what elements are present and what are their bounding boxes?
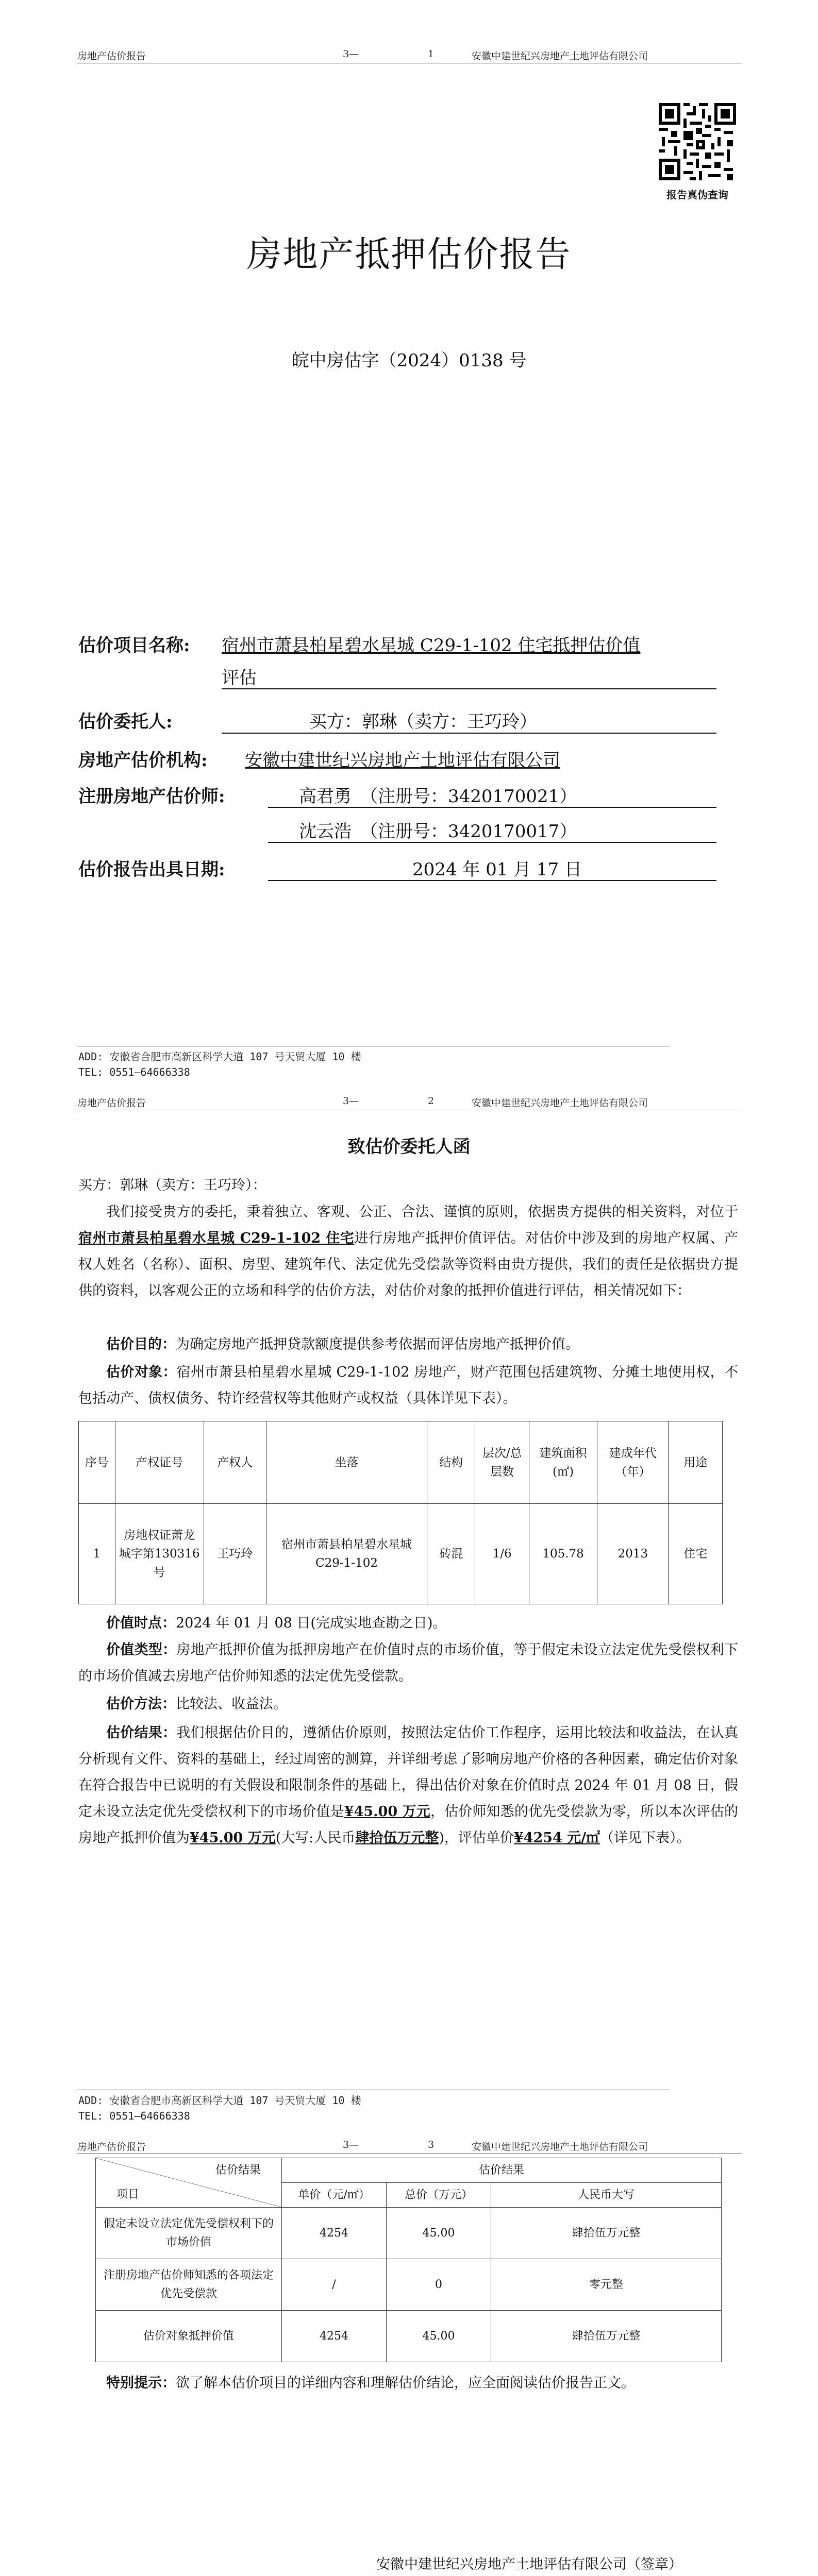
appraiser-1: 高君勇 （注册号：3420170021） bbox=[299, 786, 577, 807]
th-total: 总价（万元） bbox=[387, 2183, 491, 2208]
result-text-3: (大写:人民币 bbox=[275, 1830, 356, 1846]
table-row bbox=[96, 2208, 722, 2259]
cell-area: 105.78 bbox=[529, 1504, 597, 1604]
header-left: 房地产估价报告 bbox=[77, 1097, 146, 1109]
valuation-table bbox=[95, 2158, 722, 2362]
th-owner: 产权人 bbox=[204, 1421, 266, 1504]
date-label: 估价报告出具日期: bbox=[78, 859, 225, 880]
header-right: 安徽中建世纪兴房地产土地评估有限公司 bbox=[472, 50, 648, 62]
object-text: 宿州市萧县柏星碧水星城 C29-1-102 房地产，财产范围包括建筑物、分摊土地使用权，不包括动产、债权债务、特许经营权等其他财产或权益（具体详见下表）。 bbox=[78, 1364, 738, 1406]
th-year: 建成年代（年） bbox=[597, 1421, 669, 1504]
agency-value: 安徽中建世纪兴房地产土地评估有限公司 bbox=[245, 750, 560, 771]
header-page: 3 bbox=[428, 2139, 435, 2150]
cell-owner: 王巧玲 bbox=[204, 1504, 266, 1604]
header-right: 安徽中建世纪兴房地产土地评估有限公司 bbox=[472, 2141, 648, 2153]
intro-text-2: 进行房地产抵押价值评估。对估价中涉及到的房地产权属、产权人姓名（名称）、面积、房型、建筑年代、法定优先受偿款等资料由贵方提供，我们的责任是依据贵方提供的资料，以客观公正的立场和科学的估价方法，对估价对象的抵押价值进行评估，相关情况如下： bbox=[78, 1230, 739, 1299]
th-seq: 序号 bbox=[79, 1421, 115, 1504]
row-unit: 4254 bbox=[282, 2311, 387, 2362]
result-text-2: ，估价师知悉的优先受偿款为零，所以本次评估的房地产抵押价值为 bbox=[78, 1804, 739, 1846]
appraiser-2: 沈云浩 （注册号：3420170017） bbox=[299, 821, 577, 842]
time-text: 2024 年 01 月 08 日(完成实地查勘之日)。 bbox=[176, 1615, 447, 1631]
date-value: 2024 年 01 月 17 日 bbox=[412, 859, 582, 880]
th-area: 建筑面积(㎡) bbox=[529, 1421, 597, 1504]
result-upper: 肆拾伍万元整 bbox=[355, 1830, 439, 1846]
client-underline bbox=[222, 733, 716, 734]
result-text-4: )，评估单价 bbox=[439, 1830, 514, 1846]
agency-label: 房地产估价机构: bbox=[78, 750, 208, 771]
cell-floor: 1/6 bbox=[475, 1504, 529, 1604]
type-label: 价值类型： bbox=[106, 1642, 177, 1658]
intro-property: 宿州市萧县柏星碧水星城 C29-1-102 住宅 bbox=[78, 1230, 355, 1246]
header-mid: 3— bbox=[343, 2139, 359, 2150]
property-table bbox=[78, 1421, 723, 1604]
th-cert: 产权证号 bbox=[115, 1421, 204, 1504]
row-upper: 零元整 bbox=[491, 2259, 722, 2311]
cell-structure: 砖混 bbox=[427, 1504, 475, 1604]
footer-tel: TEL: 0551—64666338 bbox=[78, 2110, 190, 2122]
result-unit-price: ¥4254 元/㎡ bbox=[513, 1830, 600, 1846]
table-header-row bbox=[79, 1421, 723, 1504]
footer-address: ADD: 安徽省合肥市高新区科学大道 107 号天贸大厦 10 楼 bbox=[78, 1050, 361, 1063]
client-label: 估价委托人: bbox=[78, 711, 173, 732]
result-label: 估价结果： bbox=[106, 1725, 177, 1741]
method-paragraph bbox=[78, 1691, 738, 1717]
type-paragraph bbox=[78, 1637, 738, 1689]
cell-seq: 1 bbox=[79, 1504, 115, 1604]
row-unit: / bbox=[282, 2259, 387, 2311]
row-total: 45.00 bbox=[387, 2208, 491, 2259]
appraiser-1-underline bbox=[268, 807, 716, 808]
th-location: 坐落 bbox=[266, 1421, 427, 1504]
th-usage: 用途 bbox=[669, 1421, 723, 1504]
row-upper: 肆拾伍万元整 bbox=[491, 2208, 722, 2259]
object-paragraph bbox=[78, 1359, 738, 1412]
object-label: 估价对象： bbox=[106, 1364, 177, 1380]
qr-code-icon[interactable] bbox=[659, 103, 736, 180]
project-underline bbox=[222, 688, 716, 689]
method-text: 比较法、收益法。 bbox=[176, 1696, 287, 1712]
row-total: 0 bbox=[387, 2259, 491, 2311]
salutation: 买方：郭琳（卖方：王巧玲）： bbox=[78, 1177, 266, 1193]
purpose-text: 为确定房地产抵押贷款额度提供参考依据而评估房地产抵押价值。 bbox=[176, 1336, 579, 1352]
th-unit: 单价（元/㎡） bbox=[282, 2183, 387, 2208]
project-label: 估价项目名称: bbox=[78, 635, 190, 656]
table-header-row bbox=[96, 2158, 722, 2183]
row-upper: 肆拾伍万元整 bbox=[491, 2311, 722, 2362]
type-text: 房地产抵押价值为抵押房地产在价值时点的市场价值，等于假定未设立法定优先受偿权利下的市场价值减去房地产估价师知悉的法定优先受偿款。 bbox=[78, 1642, 738, 1684]
result-text-5: （详见下表）。 bbox=[600, 1830, 691, 1846]
page-title: 房地产抵押估价报告 bbox=[246, 234, 572, 275]
row-total: 45.00 bbox=[387, 2311, 491, 2362]
result-text-1: 我们根据估价目的，遵循估价原则，按照法定估价工作程序，运用比较法和收益法，在认真分析现有文件、资料的基础上，经过周密的测算，并详细考虑了影响房地产价格的各种因素，确定估价对象在符合报告中已说明的有关假设和限制条件的基础上，得出估价对象在价值时点 2024 年 01 月 08 日，假定未设立法定优先受偿权利下的市场价值是 bbox=[78, 1725, 738, 1820]
cell-usage: 住宅 bbox=[669, 1504, 723, 1604]
cell-year: 2013 bbox=[597, 1504, 669, 1604]
project-value-cont: 评估 bbox=[222, 668, 257, 688]
row-label: 注册房地产估价师知悉的各项法定优先受偿款 bbox=[96, 2259, 282, 2311]
table-row bbox=[79, 1504, 723, 1604]
corner-top-label: 估价结果 bbox=[215, 2164, 261, 2177]
intro-text-1: 我们接受贵方的委托，秉着独立、客观、公正、合法、谨慎的原则，依据贵方提供的相关资料，对位于 bbox=[106, 1204, 738, 1220]
header-page: 1 bbox=[428, 48, 435, 60]
intro-paragraph bbox=[78, 1199, 738, 1304]
corner-cell bbox=[96, 2158, 282, 2208]
header-page: 2 bbox=[428, 1095, 435, 1107]
header-left: 房地产估价报告 bbox=[77, 50, 146, 62]
appraiser-2-underline bbox=[268, 842, 716, 843]
report-number: 皖中房估字（2024）0138 号 bbox=[291, 350, 527, 371]
date-underline bbox=[268, 880, 716, 881]
header-mid: 3— bbox=[343, 48, 359, 60]
header-right: 安徽中建世纪兴房地产土地评估有限公司 bbox=[472, 1097, 648, 1109]
notice-text: 欲了解本估价项目的详细内容和理解估价结论，应全面阅读估价报告正文。 bbox=[176, 2375, 635, 2391]
footer-address: ADD: 安徽省合肥市高新区科学大道 107 号天贸大厦 10 楼 bbox=[78, 2094, 361, 2107]
cell-cert: 房地权证萧龙城字第130316 号 bbox=[115, 1504, 204, 1604]
table-row bbox=[96, 2311, 722, 2362]
result-amount-2: ¥45.00 万元 bbox=[190, 1830, 276, 1846]
page2-footer bbox=[78, 2093, 361, 2124]
purpose-label: 估价目的： bbox=[106, 1336, 176, 1352]
client-value: 买方：郭琳（卖方：王巧玲） bbox=[309, 711, 537, 732]
page1-footer bbox=[78, 1049, 361, 1080]
row-unit: 4254 bbox=[282, 2208, 387, 2259]
footer-tel: TEL: 0551—64666338 bbox=[78, 1066, 190, 1078]
company-signature: 安徽中建世纪兴房地产土地评估有限公司（签章） bbox=[376, 2556, 682, 2572]
th-floor: 层次/总层数 bbox=[475, 1421, 529, 1504]
time-paragraph bbox=[78, 1610, 738, 1636]
method-label: 估价方法： bbox=[106, 1696, 176, 1712]
th-upper: 人民币大写 bbox=[491, 2183, 722, 2208]
notice-label: 特别提示： bbox=[106, 2375, 176, 2391]
appraiser-label: 注册房地产估价师: bbox=[78, 786, 225, 807]
row-label: 估价对象抵押价值 bbox=[96, 2311, 282, 2362]
corner-bottom-label: 项目 bbox=[116, 2188, 140, 2201]
th-structure: 结构 bbox=[427, 1421, 475, 1504]
header-mid: 3— bbox=[343, 1095, 359, 1107]
qr-caption: 报告真伪查询 bbox=[666, 189, 728, 201]
header-left: 房地产估价报告 bbox=[77, 2141, 146, 2153]
project-value: 宿州市萧县柏星碧水星城 C29-1-102 住宅抵押估价值 bbox=[222, 635, 641, 656]
time-label: 价值时点： bbox=[106, 1615, 176, 1631]
result-paragraph bbox=[78, 1720, 738, 1851]
notice-paragraph bbox=[78, 2370, 738, 2396]
cell-location: 宿州市萧县柏星碧水星城 C29-1-102 bbox=[266, 1504, 427, 1604]
letter-title: 致估价委托人函 bbox=[347, 1137, 471, 1157]
purpose-paragraph bbox=[78, 1331, 738, 1358]
result-amount-1: ¥45.00 万元 bbox=[344, 1804, 430, 1820]
table-row bbox=[96, 2259, 722, 2311]
row-label: 假定未设立法定优先受偿权利下的市场价值 bbox=[96, 2208, 282, 2259]
group-header: 估价结果 bbox=[282, 2158, 722, 2183]
